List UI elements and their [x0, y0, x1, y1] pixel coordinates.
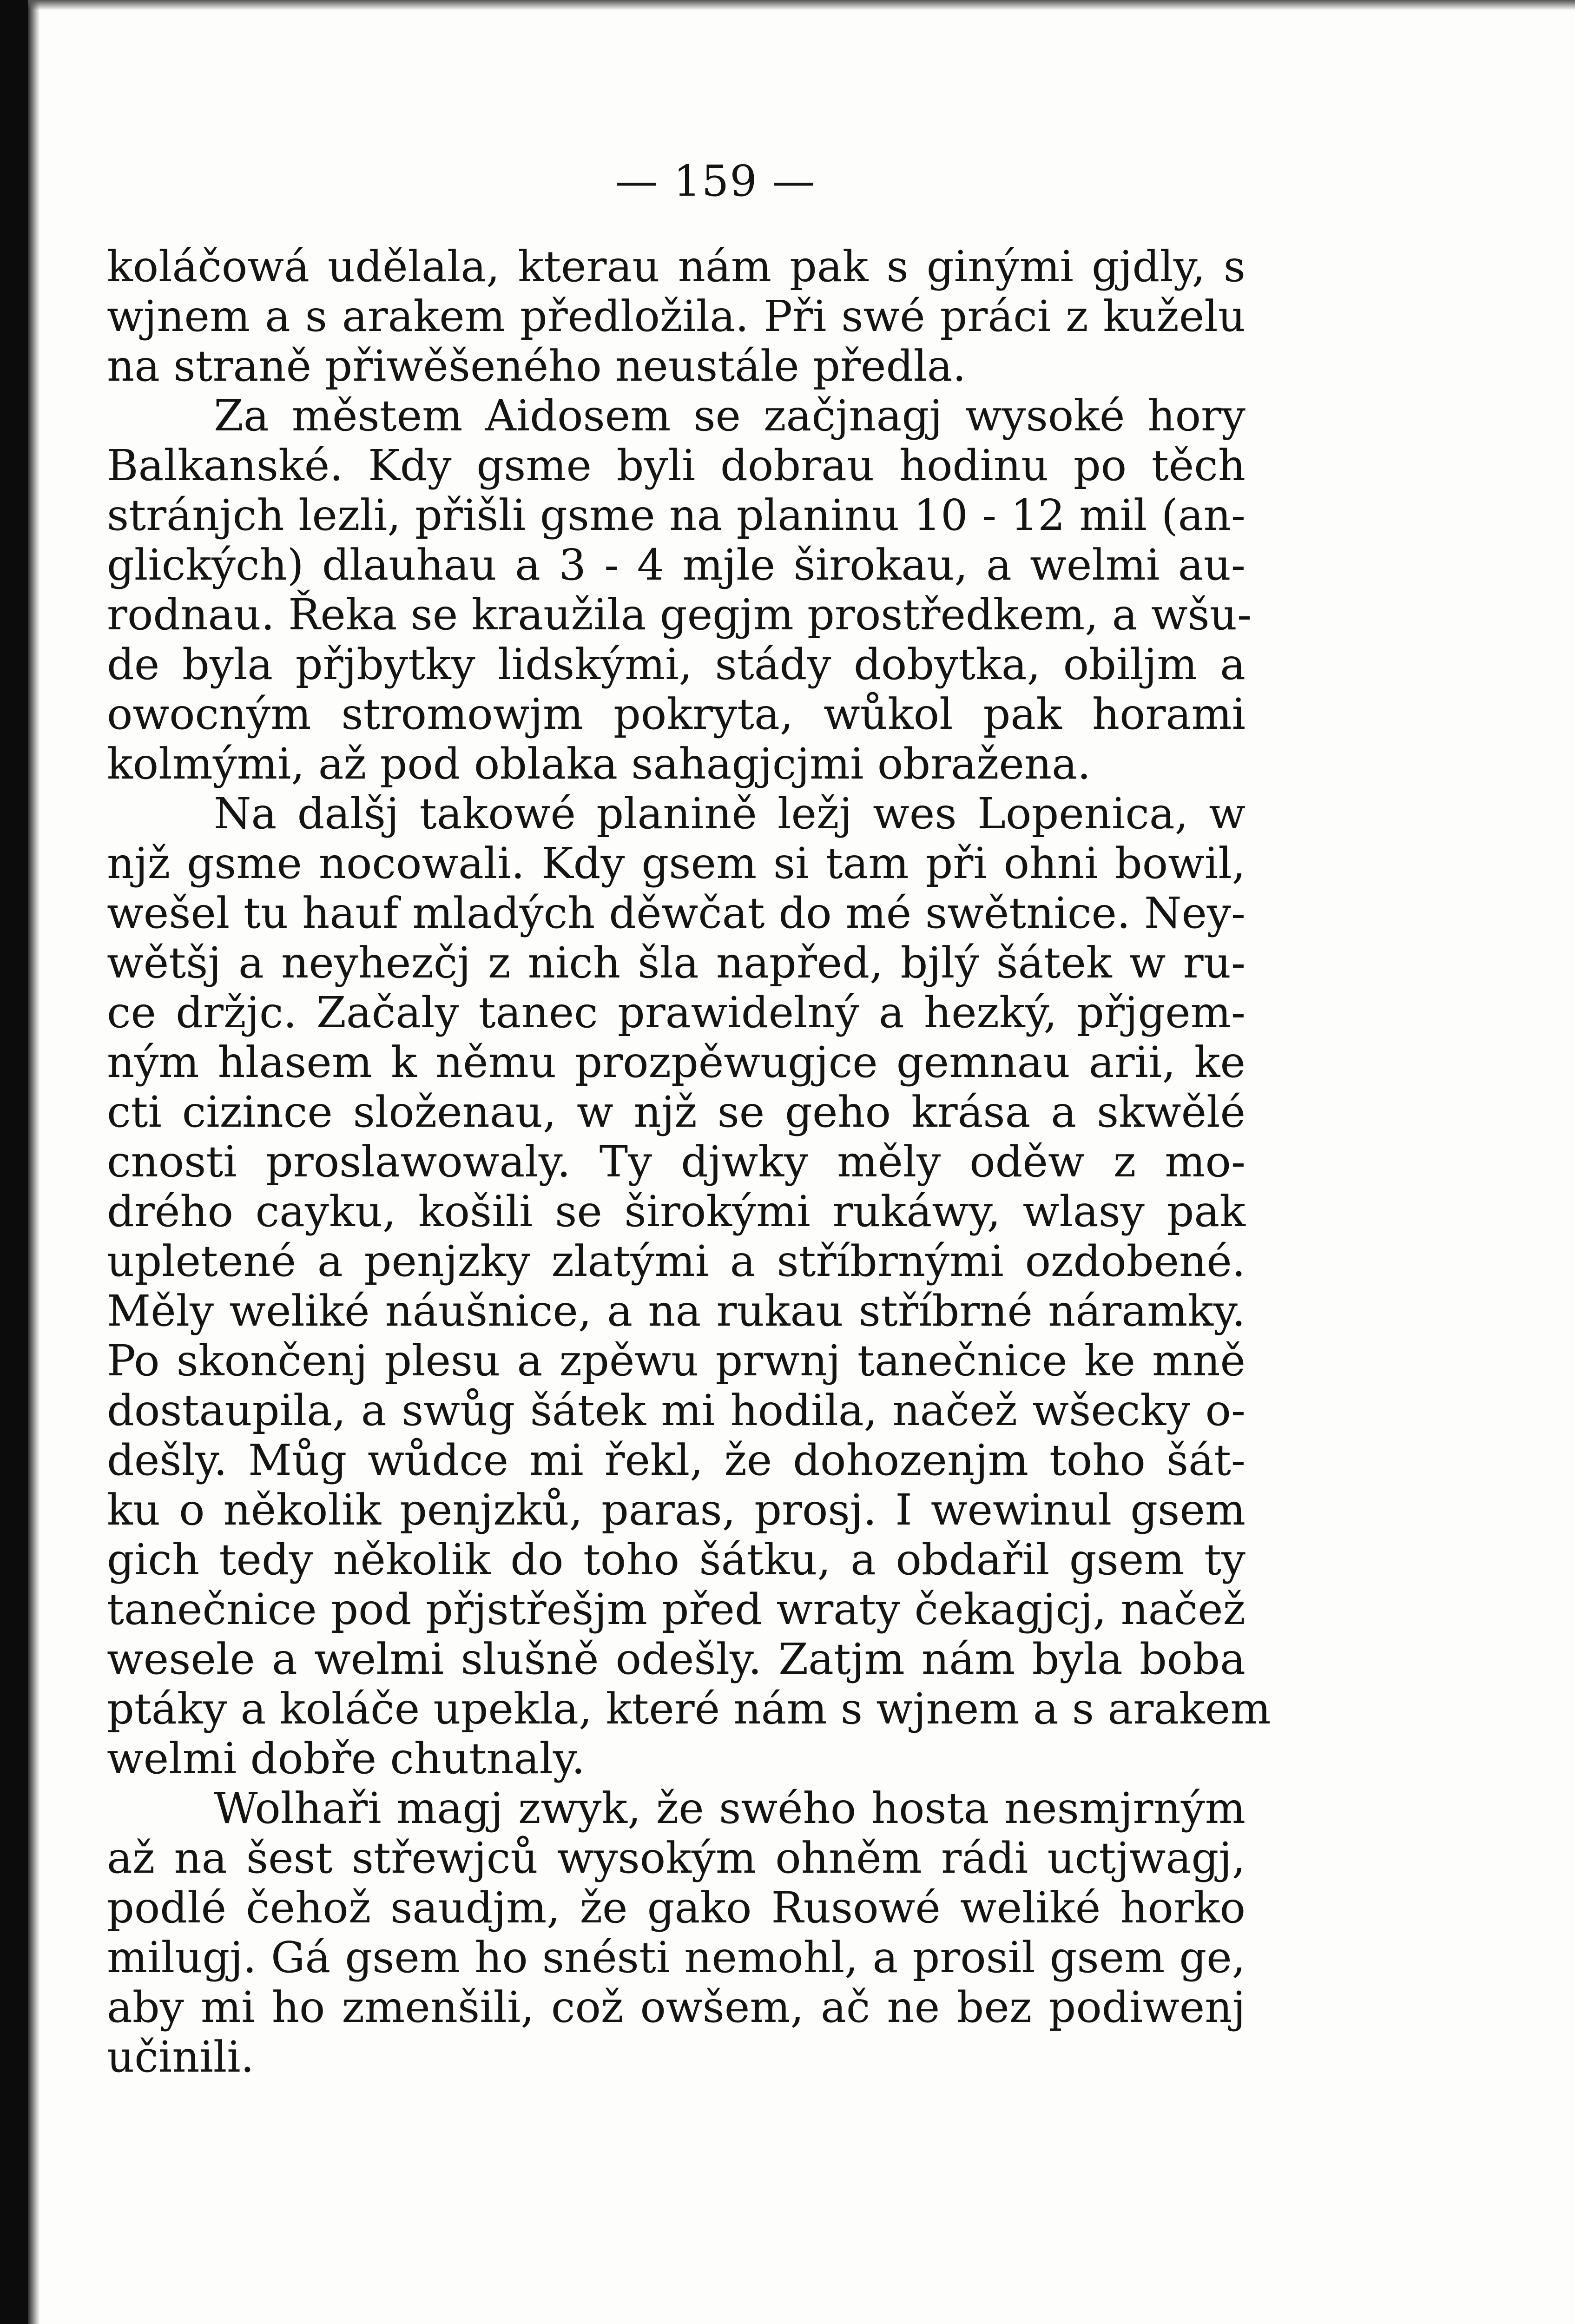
text-line: podlé čehož saudjm, že gako Rusowé weliké horko — [107, 1883, 1246, 1933]
text-line: cti cizince složenau, w njž se geho krása a skwělé — [107, 1087, 1246, 1137]
page-spine-shadow — [28, 0, 40, 2324]
text-line: cnosti proslawowaly. Ty djwky měly oděw z mo- — [107, 1137, 1246, 1187]
text-line: owocným stromowjm pokryta, wůkol pak horami — [107, 689, 1246, 739]
paragraph-1 — [107, 242, 1246, 391]
text-line: upletené a penjzky zlatými a stříbrnými ozdobené. — [107, 1236, 1246, 1286]
text-line: dostaupila, a swůg šátek mi hodila, načež wšecky o- — [107, 1386, 1246, 1435]
text-line: milugj. Gá gsem ho snésti nemohl, a prosil gsem ge, — [107, 1933, 1246, 1982]
text-line: dešly. Můg wůdce mi řekl, že dohozenjm toho šát- — [107, 1435, 1246, 1485]
paragraph-2 — [107, 391, 1252, 789]
text-line: ku o několik penjzků, paras, prosj. I wewinul gsem — [107, 1485, 1246, 1535]
page-top-edge — [28, 0, 1575, 10]
text-line: ce držjc. Začaly tanec prawidelný a hezký, přjgem- — [107, 988, 1246, 1037]
text-line: drého cayku, košili se širokými rukáwy, wlasy pak — [107, 1187, 1246, 1236]
text-line: stránjch lezli, přišli gsme na planinu 10 - 12 mil (an- — [107, 490, 1246, 540]
page-number: — 159 — — [615, 156, 817, 206]
text-line: wětšj a neyhezčj z nich šla napřed, bjlý šátek w ru- — [107, 938, 1246, 988]
text-line: gich tedy několik do toho šátku, a obdařil gsem ty — [107, 1535, 1246, 1585]
page-text-block — [107, 153, 1271, 2082]
text-line: Wolhaři magj zwyk, že swého hosta nesmjrným — [214, 1783, 1246, 1833]
text-line: učinili. — [107, 2032, 254, 2082]
paragraph-4 — [107, 1783, 1246, 2082]
text-line: welmi dobře chutnaly. — [107, 1734, 585, 1783]
text-line: glických) dlauhau a 3 - 4 mjle širokau, a welmi au- — [107, 540, 1246, 590]
text-line: aby mi ho zmenšili, což owšem, ač ne bez podiwenj — [107, 1982, 1246, 2032]
text-line: wešel tu hauf mladých děwčat do mé swětnice. Ney- — [107, 888, 1246, 938]
text-line: ným hlasem k němu prozpěwugjce gemnau arii, ke — [107, 1037, 1246, 1087]
text-line: Balkanské. Kdy gsme byli dobrau hodinu po těch — [107, 441, 1246, 490]
text-line: Za městem Aidosem se začjnagj wysoké hory — [214, 391, 1246, 441]
paragraph-3 — [107, 789, 1271, 1783]
text-line: de byla přjbytky lidskými, stády dobytka, obiljm a — [107, 640, 1246, 689]
text-line: Po skončenj plesu a zpěwu prwnj tanečnice ke mně — [107, 1336, 1246, 1386]
text-line: wesele a welmi slušně odešly. Zatjm nám byla boba — [107, 1634, 1246, 1684]
text-line: rodnau. Řeka se kraužila gegjm prostředkem, a wšu- — [107, 590, 1252, 640]
text-line: až na šest střewjců wysokým ohněm rádi uctjwagj, — [107, 1833, 1246, 1883]
text-line: na straně přiwěšeného neustále předla. — [107, 341, 966, 391]
text-line: koláčowá udělala, kterau nám pak s ginými gjdly, s — [107, 242, 1246, 291]
text-line: kolmými, až pod oblaka sahagjcjmi obražena. — [107, 739, 1091, 789]
text-line: Na dalšj takowé planině ležj wes Lopenica, w — [214, 789, 1246, 838]
text-line: njž gsme nocowali. Kdy gsem si tam při ohni bowil, — [107, 838, 1246, 888]
text-line: tanečnice pod přjstřešjm před wraty čekagjcj, načež — [107, 1585, 1246, 1634]
text-line: ptáky a koláče upekla, které nám s wjnem a s arakem — [107, 1684, 1271, 1734]
text-line: wjnem a s arakem předložila. Při swé práci z kuželu — [107, 291, 1246, 341]
text-line: Měly weliké náušnice, a na rukau stříbrné náramky. — [107, 1286, 1246, 1336]
